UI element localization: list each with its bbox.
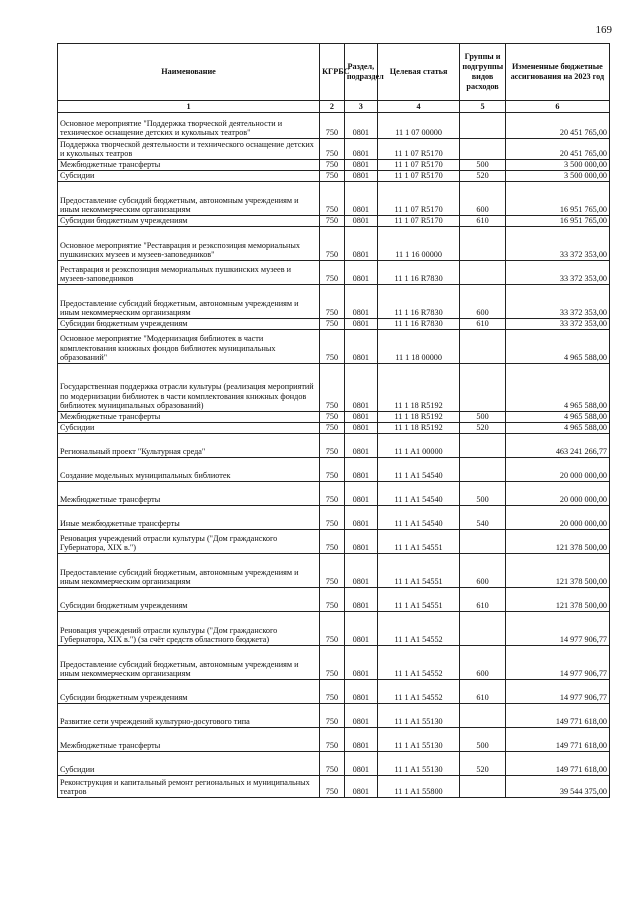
row-target: 11 1 18 00000 bbox=[377, 330, 460, 364]
row-group: 500 bbox=[460, 412, 505, 423]
row-section: 0801 bbox=[344, 482, 377, 506]
row-kgrbs: 750 bbox=[320, 364, 345, 412]
header-groups: Группы и подгруппы видов расходов bbox=[460, 44, 505, 101]
row-name: Предоставление субсидий бюджетным, автономным учреждениям и иным некоммерческим организациям bbox=[58, 285, 320, 319]
row-section: 0801 bbox=[344, 364, 377, 412]
row-name: Поддержка творческой деятельности и технического оснащение детских и кукольных театров bbox=[58, 139, 320, 160]
table-row bbox=[58, 364, 610, 412]
row-section: 0801 bbox=[344, 113, 377, 139]
table-row bbox=[58, 434, 610, 458]
row-target: 11 1 A1 54551 bbox=[377, 530, 460, 554]
row-amount: 20 000 000,00 bbox=[505, 506, 609, 530]
row-kgrbs: 750 bbox=[320, 160, 345, 171]
row-target: 11 1 07 R5170 bbox=[377, 139, 460, 160]
row-name: Субсидии бюджетным учреждениям bbox=[58, 588, 320, 612]
table-body bbox=[58, 113, 610, 798]
header-row bbox=[58, 44, 610, 101]
row-kgrbs: 750 bbox=[320, 171, 345, 182]
row-amount: 121 378 500,00 bbox=[505, 554, 609, 588]
row-amount: 149 771 618,00 bbox=[505, 728, 609, 752]
row-target: 11 1 16 00000 bbox=[377, 227, 460, 261]
row-name: Региональный проект "Культурная среда" bbox=[58, 434, 320, 458]
row-amount: 16 951 765,00 bbox=[505, 216, 609, 227]
row-group: 540 bbox=[460, 506, 505, 530]
row-kgrbs: 750 bbox=[320, 182, 345, 216]
row-kgrbs: 750 bbox=[320, 680, 345, 704]
row-name: Иные межбюджетные трансферты bbox=[58, 506, 320, 530]
row-section: 0801 bbox=[344, 530, 377, 554]
row-group bbox=[460, 530, 505, 554]
table-row bbox=[58, 458, 610, 482]
row-section: 0801 bbox=[344, 319, 377, 330]
row-target: 11 1 07 R5170 bbox=[377, 160, 460, 171]
table-row bbox=[58, 139, 610, 160]
header-name: Наименование bbox=[58, 44, 320, 101]
row-kgrbs: 750 bbox=[320, 423, 345, 434]
table-row bbox=[58, 412, 610, 423]
row-amount: 121 378 500,00 bbox=[505, 530, 609, 554]
row-target: 11 1 07 R5170 bbox=[377, 182, 460, 216]
row-kgrbs: 750 bbox=[320, 285, 345, 319]
row-group bbox=[460, 227, 505, 261]
row-target: 11 1 A1 55130 bbox=[377, 704, 460, 728]
row-name: Основное мероприятие "Поддержка творческой деятельности и техническое оснащение детских и кукольных театров" bbox=[58, 113, 320, 139]
row-kgrbs: 750 bbox=[320, 113, 345, 139]
row-group: 610 bbox=[460, 680, 505, 704]
row-section: 0801 bbox=[344, 182, 377, 216]
row-section: 0801 bbox=[344, 704, 377, 728]
row-section: 0801 bbox=[344, 216, 377, 227]
row-kgrbs: 750 bbox=[320, 752, 345, 776]
row-amount: 3 500 000,00 bbox=[505, 171, 609, 182]
row-target: 11 1 18 R5192 bbox=[377, 412, 460, 423]
table-row bbox=[58, 227, 610, 261]
table-row bbox=[58, 285, 610, 319]
row-kgrbs: 750 bbox=[320, 704, 345, 728]
row-name: Реконструкция и капитальный ремонт региональных и муниципальных театров bbox=[58, 776, 320, 798]
table-row bbox=[58, 776, 610, 798]
row-section: 0801 bbox=[344, 171, 377, 182]
row-kgrbs: 750 bbox=[320, 139, 345, 160]
row-amount: 4 965 588,00 bbox=[505, 412, 609, 423]
row-amount: 20 451 765,00 bbox=[505, 139, 609, 160]
row-target: 11 1 A1 54551 bbox=[377, 588, 460, 612]
table-row bbox=[58, 261, 610, 285]
row-amount: 33 372 353,00 bbox=[505, 261, 609, 285]
row-target: 11 1 A1 54540 bbox=[377, 458, 460, 482]
row-amount: 39 544 375,00 bbox=[505, 776, 609, 798]
table-row bbox=[58, 506, 610, 530]
table-row bbox=[58, 319, 610, 330]
row-section: 0801 bbox=[344, 261, 377, 285]
row-name: Реставрация и реэкспозиция мемориальных пушкинских музеев и музеев-заповедников bbox=[58, 261, 320, 285]
row-name: Межбюджетные трансферты bbox=[58, 728, 320, 752]
table-row bbox=[58, 482, 610, 506]
table-row bbox=[58, 554, 610, 588]
table-row bbox=[58, 752, 610, 776]
row-group: 600 bbox=[460, 285, 505, 319]
table-row bbox=[58, 330, 610, 364]
row-name: Межбюджетные трансферты bbox=[58, 482, 320, 506]
header-kgrbs: КГРБС bbox=[320, 44, 345, 101]
row-section: 0801 bbox=[344, 612, 377, 646]
row-target: 11 1 16 R7830 bbox=[377, 285, 460, 319]
row-group: 520 bbox=[460, 423, 505, 434]
row-amount: 16 951 765,00 bbox=[505, 182, 609, 216]
page-number: 169 bbox=[595, 24, 612, 36]
row-section: 0801 bbox=[344, 423, 377, 434]
row-target: 11 1 A1 55130 bbox=[377, 728, 460, 752]
row-kgrbs: 750 bbox=[320, 530, 345, 554]
row-amount: 20 000 000,00 bbox=[505, 482, 609, 506]
row-target: 11 1 A1 54552 bbox=[377, 612, 460, 646]
row-amount: 14 977 906,77 bbox=[505, 680, 609, 704]
row-kgrbs: 750 bbox=[320, 227, 345, 261]
row-name: Субсидии бюджетным учреждениям bbox=[58, 216, 320, 227]
row-kgrbs: 750 bbox=[320, 216, 345, 227]
row-section: 0801 bbox=[344, 680, 377, 704]
budget-table bbox=[57, 43, 610, 798]
table-row bbox=[58, 704, 610, 728]
row-group: 500 bbox=[460, 728, 505, 752]
row-name: Межбюджетные трансферты bbox=[58, 160, 320, 171]
column-number: 4 bbox=[377, 101, 460, 113]
row-kgrbs: 750 bbox=[320, 319, 345, 330]
row-group: 500 bbox=[460, 482, 505, 506]
row-target: 11 1 16 R7830 bbox=[377, 261, 460, 285]
table-row bbox=[58, 646, 610, 680]
row-group: 610 bbox=[460, 588, 505, 612]
row-target: 11 1 07 R5170 bbox=[377, 216, 460, 227]
row-group bbox=[460, 330, 505, 364]
table-row bbox=[58, 113, 610, 139]
row-group: 500 bbox=[460, 160, 505, 171]
row-group: 600 bbox=[460, 646, 505, 680]
row-amount: 33 372 353,00 bbox=[505, 285, 609, 319]
row-group bbox=[460, 261, 505, 285]
column-number: 3 bbox=[344, 101, 377, 113]
column-number: 5 bbox=[460, 101, 505, 113]
row-kgrbs: 750 bbox=[320, 412, 345, 423]
row-name: Реновация учреждений отрасли культуры ("Дом гражданского Губернатора, XIX в.") (за счёт средств областного бюджета) bbox=[58, 612, 320, 646]
row-target: 11 1 07 R5170 bbox=[377, 171, 460, 182]
table-row bbox=[58, 728, 610, 752]
row-section: 0801 bbox=[344, 434, 377, 458]
row-target: 11 1 A1 54551 bbox=[377, 554, 460, 588]
row-name: Предоставление субсидий бюджетным, автономным учреждениям и иным некоммерческим организациям bbox=[58, 554, 320, 588]
header-section: Раздел, подраздел bbox=[344, 44, 377, 101]
row-section: 0801 bbox=[344, 752, 377, 776]
table-row bbox=[58, 171, 610, 182]
row-amount: 463 241 266,77 bbox=[505, 434, 609, 458]
row-group bbox=[460, 434, 505, 458]
row-name: Основное мероприятие "Модернизация библиотек в части комплектования книжных фондов библиотек муниципальных образований" bbox=[58, 330, 320, 364]
row-name: Субсидии bbox=[58, 171, 320, 182]
row-group bbox=[460, 458, 505, 482]
row-name: Субсидии бюджетным учреждениям bbox=[58, 319, 320, 330]
row-section: 0801 bbox=[344, 588, 377, 612]
row-target: 11 1 A1 54552 bbox=[377, 680, 460, 704]
row-kgrbs: 750 bbox=[320, 482, 345, 506]
row-section: 0801 bbox=[344, 139, 377, 160]
row-target: 11 1 A1 54540 bbox=[377, 506, 460, 530]
row-group: 520 bbox=[460, 752, 505, 776]
row-section: 0801 bbox=[344, 506, 377, 530]
row-kgrbs: 750 bbox=[320, 506, 345, 530]
row-amount: 3 500 000,00 bbox=[505, 160, 609, 171]
table-row bbox=[58, 216, 610, 227]
row-group bbox=[460, 364, 505, 412]
column-number: 1 bbox=[58, 101, 320, 113]
row-target: 11 1 16 R7830 bbox=[377, 319, 460, 330]
table-row bbox=[58, 612, 610, 646]
row-group bbox=[460, 113, 505, 139]
row-kgrbs: 750 bbox=[320, 728, 345, 752]
row-kgrbs: 750 bbox=[320, 776, 345, 798]
row-section: 0801 bbox=[344, 728, 377, 752]
row-amount: 121 378 500,00 bbox=[505, 588, 609, 612]
row-group bbox=[460, 776, 505, 798]
row-target: 11 1 18 R5192 bbox=[377, 364, 460, 412]
row-amount: 4 965 588,00 bbox=[505, 330, 609, 364]
row-kgrbs: 750 bbox=[320, 261, 345, 285]
header-amount: Измененные бюджетные ассигнования на 2023 год bbox=[505, 44, 609, 101]
table-row bbox=[58, 160, 610, 171]
row-name: Реновация учреждений отрасли культуры ("Дом гражданского Губернатора, XIX в.") bbox=[58, 530, 320, 554]
row-section: 0801 bbox=[344, 554, 377, 588]
row-amount: 4 965 588,00 bbox=[505, 423, 609, 434]
row-target: 11 1 A1 54552 bbox=[377, 646, 460, 680]
row-kgrbs: 750 bbox=[320, 646, 345, 680]
row-name: Развитие сети учреждений культурно-досугового типа bbox=[58, 704, 320, 728]
row-name: Субсидии bbox=[58, 423, 320, 434]
row-group: 520 bbox=[460, 171, 505, 182]
row-kgrbs: 750 bbox=[320, 434, 345, 458]
row-section: 0801 bbox=[344, 646, 377, 680]
column-number: 2 bbox=[320, 101, 345, 113]
row-target: 11 1 A1 55130 bbox=[377, 752, 460, 776]
row-amount: 149 771 618,00 bbox=[505, 704, 609, 728]
row-group: 600 bbox=[460, 182, 505, 216]
row-name: Государственная поддержка отрасли культуры (реализация мероприятий по модернизации библиотек в части комплектования книжных фондов библиотек муниципальных образований) bbox=[58, 364, 320, 412]
row-group: 610 bbox=[460, 319, 505, 330]
row-group: 610 bbox=[460, 216, 505, 227]
row-target: 11 1 18 R5192 bbox=[377, 423, 460, 434]
row-target: 11 1 A1 54540 bbox=[377, 482, 460, 506]
column-number-row bbox=[58, 101, 610, 113]
row-section: 0801 bbox=[344, 330, 377, 364]
row-kgrbs: 750 bbox=[320, 458, 345, 482]
row-group: 600 bbox=[460, 554, 505, 588]
row-section: 0801 bbox=[344, 776, 377, 798]
row-kgrbs: 750 bbox=[320, 330, 345, 364]
header-target: Целевая статья bbox=[377, 44, 460, 101]
row-target: 11 1 07 00000 bbox=[377, 113, 460, 139]
row-amount: 4 965 588,00 bbox=[505, 364, 609, 412]
row-section: 0801 bbox=[344, 412, 377, 423]
row-kgrbs: 750 bbox=[320, 612, 345, 646]
row-target: 11 1 A1 00000 bbox=[377, 434, 460, 458]
row-group bbox=[460, 612, 505, 646]
row-name: Субсидии bbox=[58, 752, 320, 776]
table-row bbox=[58, 423, 610, 434]
row-section: 0801 bbox=[344, 285, 377, 319]
row-amount: 33 372 353,00 bbox=[505, 227, 609, 261]
table-row bbox=[58, 588, 610, 612]
row-target: 11 1 A1 55800 bbox=[377, 776, 460, 798]
row-amount: 14 977 906,77 bbox=[505, 646, 609, 680]
row-name: Предоставление субсидий бюджетным, автономным учреждениям и иным некоммерческим организациям bbox=[58, 182, 320, 216]
row-group bbox=[460, 704, 505, 728]
row-section: 0801 bbox=[344, 227, 377, 261]
row-amount: 14 977 906,77 bbox=[505, 612, 609, 646]
row-kgrbs: 750 bbox=[320, 554, 345, 588]
row-amount: 33 372 353,00 bbox=[505, 319, 609, 330]
row-section: 0801 bbox=[344, 458, 377, 482]
row-name: Основное мероприятие "Реставрация и реэкспозиция мемориальных пушкинских музеев и музеев-заповедников" bbox=[58, 227, 320, 261]
row-amount: 20 000 000,00 bbox=[505, 458, 609, 482]
row-kgrbs: 750 bbox=[320, 588, 345, 612]
row-amount: 149 771 618,00 bbox=[505, 752, 609, 776]
row-name: Предоставление субсидий бюджетным, автономным учреждениям и иным некоммерческим организациям bbox=[58, 646, 320, 680]
row-amount: 20 451 765,00 bbox=[505, 113, 609, 139]
table-row bbox=[58, 680, 610, 704]
column-number: 6 bbox=[505, 101, 609, 113]
row-name: Создание модельных муниципальных библиотек bbox=[58, 458, 320, 482]
table-row bbox=[58, 182, 610, 216]
row-group bbox=[460, 139, 505, 160]
table-row bbox=[58, 530, 610, 554]
row-name: Субсидии бюджетным учреждениям bbox=[58, 680, 320, 704]
row-name: Межбюджетные трансферты bbox=[58, 412, 320, 423]
row-section: 0801 bbox=[344, 160, 377, 171]
